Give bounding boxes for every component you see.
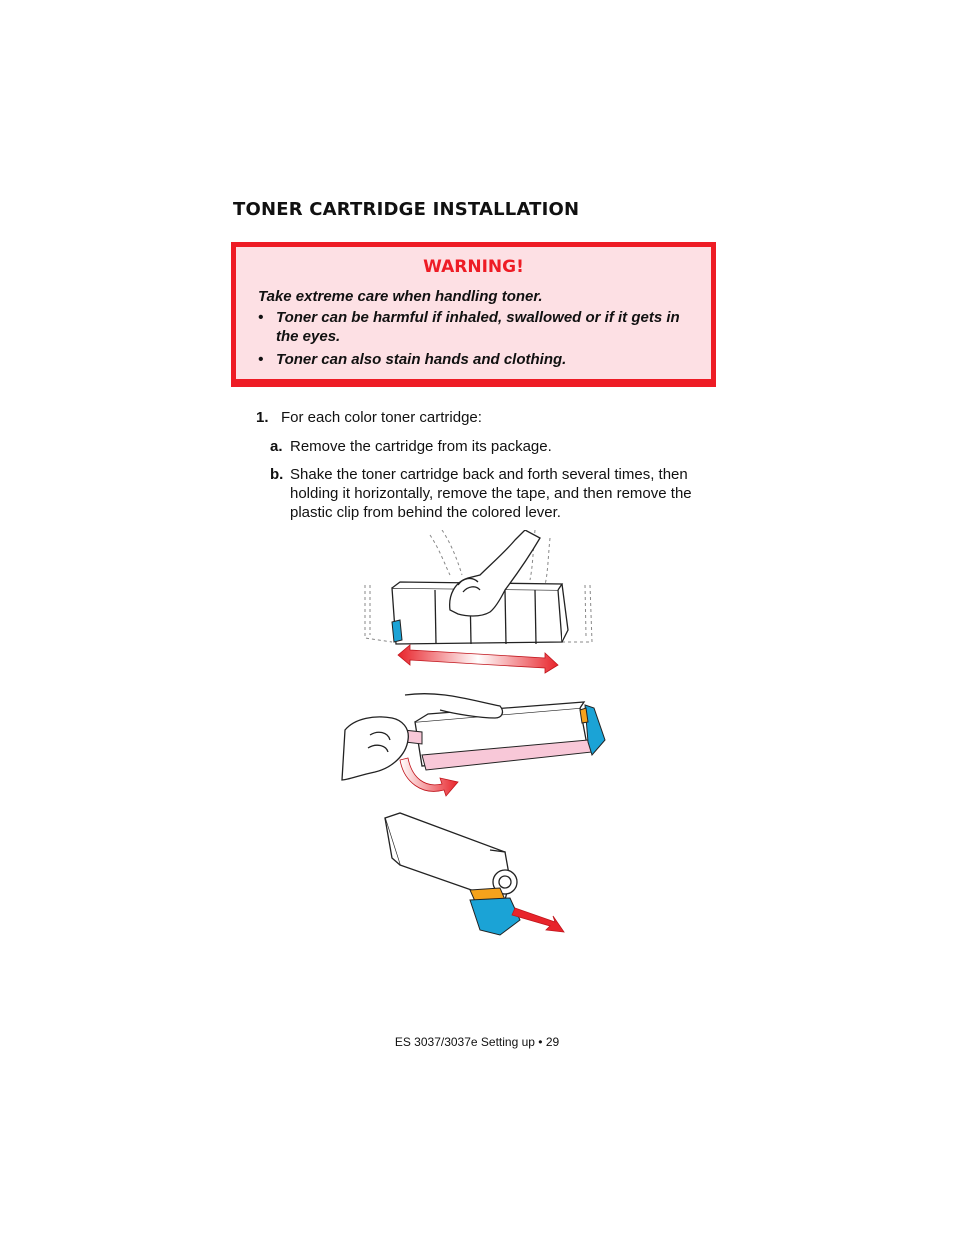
warning-title: WARNING! xyxy=(423,257,524,277)
step-text: For each color toner cartridge: xyxy=(281,409,482,426)
substep-text: Remove the cartridge from its package. xyxy=(290,438,552,455)
bullet-icon: • xyxy=(258,351,264,368)
warning-box xyxy=(231,242,716,387)
warning-bullet-text: Toner can also stain hands and clothing. xyxy=(276,351,567,368)
shake-cartridge-panel xyxy=(365,530,592,673)
warning-bullet-item xyxy=(258,308,698,346)
step-b xyxy=(270,465,720,522)
cartridge-illustration xyxy=(330,530,630,940)
clip-icon xyxy=(580,708,588,723)
warning-bullet-text: Toner can be harmful if inhaled, swallowed or if it gets in the eyes. xyxy=(276,309,680,345)
warning-text xyxy=(258,287,698,373)
toner-cartridge xyxy=(385,813,517,900)
lever-icon xyxy=(392,620,402,642)
page-footer: ES 3037/3037e Setting up • 29 xyxy=(394,1035,560,1049)
step-number: 1. xyxy=(256,409,269,426)
step-1 xyxy=(256,408,482,427)
substep-letter: b. xyxy=(270,466,284,483)
substep-letter: a. xyxy=(270,438,283,455)
substep-text: Shake the toner cartridge back and forth several times, then holding it horizontally, remove the tape, and then remove the plastic clip from behind the colored lever. xyxy=(290,466,692,521)
bullet-icon: • xyxy=(258,309,264,326)
warning-intro: Take extreme care when handling toner. xyxy=(258,288,543,305)
shake-arrow-icon xyxy=(398,645,558,673)
warning-list xyxy=(258,308,698,369)
step-a xyxy=(270,437,552,456)
lever-icon xyxy=(470,898,520,935)
warning-bullet-item xyxy=(258,350,698,369)
remove-clip-panel xyxy=(385,813,564,935)
section-title: TONER CARTRIDGE INSTALLATION xyxy=(233,199,580,220)
remove-tape-panel xyxy=(342,694,605,796)
